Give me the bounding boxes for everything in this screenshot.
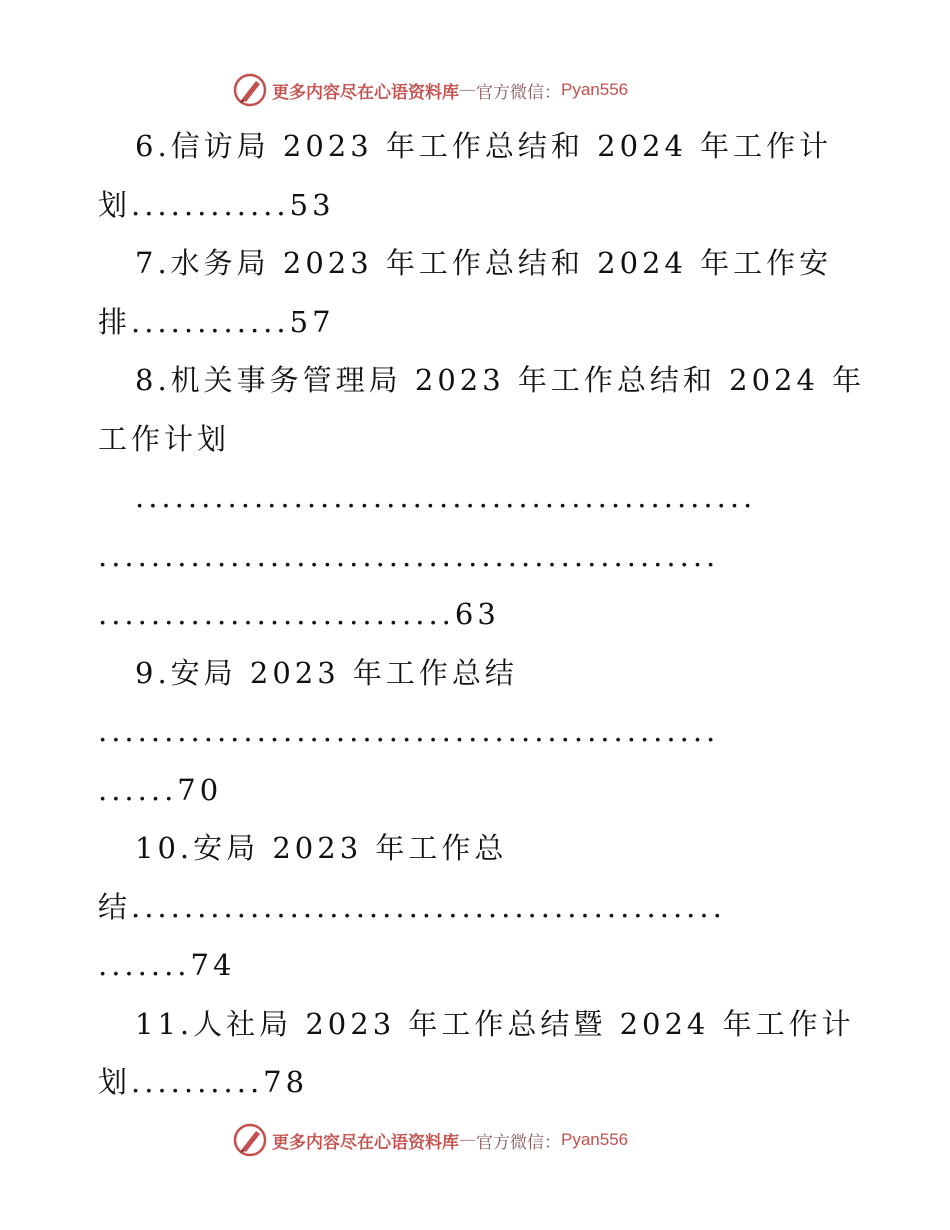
banner-wechat-id: Pyan556 — [561, 1130, 629, 1149]
toc-entry-8-title: 8.机关事务管理局 2023 年工作总结和 2024 年 — [135, 363, 866, 397]
banner-label: 官方微信： — [476, 1132, 561, 1153]
toc-entry-9-page: ......70 — [98, 773, 223, 807]
toc-entry-11-title: 11.人社局 2023 年工作总结暨 2024 年工作计 — [135, 1007, 855, 1041]
banner-text: 更多内容尽在心语资料库 — [272, 1132, 459, 1153]
toc-entry-7-title: 7.水务局 2023 年工作总结和 2024 年工作安 — [135, 246, 833, 280]
toc-entry-7-page: 排............57 — [98, 305, 335, 339]
toc-entry-6-title: 6.信访局 2023 年工作总结和 2024 年工作计 — [135, 129, 833, 163]
toc-entry-8-leader-2: ............................................... — [98, 539, 720, 573]
banner-wechat-id: Pyan556 — [561, 80, 629, 99]
toc-entry-10-title-cont: 结............................................. — [98, 890, 726, 924]
banner-text: 更多内容尽在心语资料库 — [272, 82, 459, 103]
banner-separator: — — [459, 80, 476, 100]
toc-entry-10-page: .......74 — [98, 948, 236, 982]
banner-label: 官方微信： — [476, 82, 561, 103]
toc-entry-9-title: 9.安局 2023 年工作总结 — [135, 656, 518, 690]
banner-separator: — — [459, 1130, 476, 1150]
toc-entry-11-page: 划..........78 — [98, 1065, 309, 1099]
footer-banner — [0, 1120, 950, 1160]
toc-entry-8-leader-1: ............................................... — [135, 480, 757, 514]
toc-entry-8-page: ...........................63 — [98, 597, 500, 631]
pen-logo-icon — [232, 1122, 268, 1158]
toc-entry-8-title-cont: 工作计划 — [98, 422, 231, 456]
toc-entry-9-leader: ............................................... — [98, 714, 720, 748]
toc-entry-10-title: 10.安局 2023 年工作总 — [135, 831, 508, 865]
toc-entry-6-page: 划............53 — [98, 188, 335, 222]
